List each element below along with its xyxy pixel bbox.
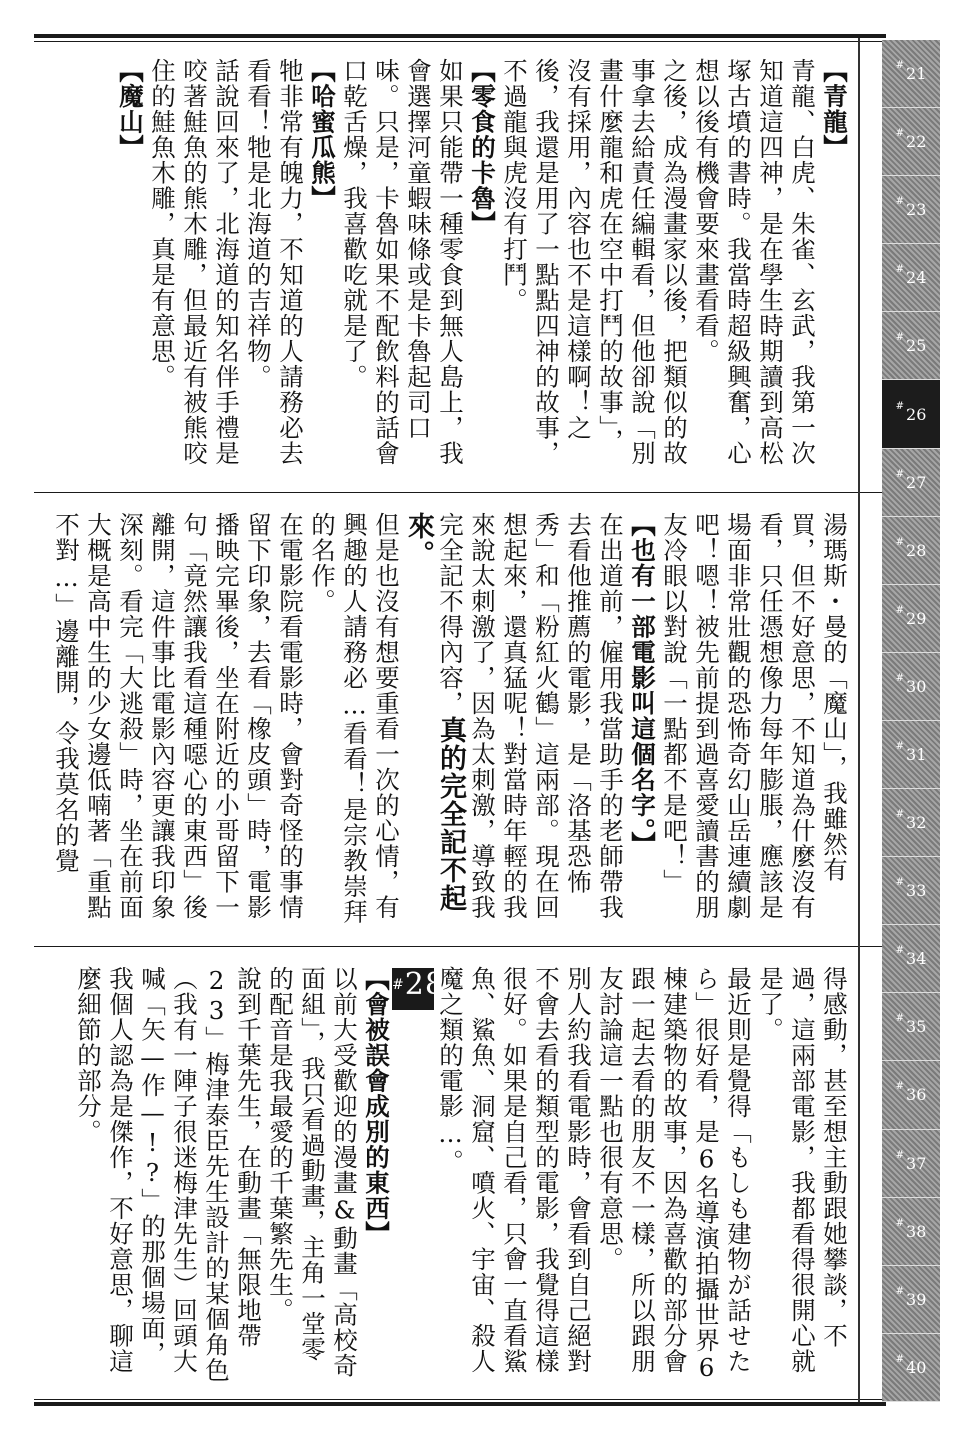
index-tab-34 (882, 925, 940, 993)
section-heading: 【魔山】 (116, 58, 145, 160)
emphasized-text: 真的完全記不起來。 (403, 512, 466, 912)
index-tab-hash: # (895, 877, 905, 889)
paragraph (498, 58, 690, 478)
index-tab-hash: # (895, 1149, 905, 1161)
index-tab-label: 29 (906, 608, 927, 628)
index-tab-label: 26 (906, 404, 927, 424)
section-heading: 【會被誤會成別的東西】 (362, 966, 391, 1247)
index-tab-22 (882, 108, 940, 176)
index-tab-label: 34 (906, 949, 927, 969)
index-tab-37 (882, 1130, 940, 1198)
paragraph (402, 512, 626, 932)
index-tab-35 (882, 993, 940, 1061)
paragraph (264, 966, 360, 1386)
paragraph (658, 512, 850, 932)
index-tab-30 (882, 653, 940, 721)
index-tab-label: 32 (906, 813, 927, 833)
section-heading: 【零食的卡魯】 (468, 58, 497, 237)
index-tab-hash: # (895, 1081, 905, 1093)
index-tab-28 (882, 517, 940, 585)
episode-number: 28 (404, 967, 445, 1002)
heading-line (306, 58, 338, 478)
index-tab-39 (882, 1266, 940, 1334)
paragraph (146, 58, 242, 478)
paragraph (338, 58, 466, 478)
index-tab-hash: # (895, 468, 905, 480)
section-heading: 【也有一部電影叫這個名字。】 (628, 512, 657, 857)
index-tab-hash: # (895, 604, 905, 616)
index-tab-hash: # (895, 400, 905, 412)
index-tab-24 (882, 244, 940, 312)
chapter-index-tabs (882, 40, 940, 1402)
index-tab-hash: # (895, 809, 905, 821)
paragraph (594, 966, 754, 1386)
index-tab-label: 28 (906, 540, 927, 560)
index-tab-hash: # (895, 1217, 905, 1229)
body-paragraph: 在電影院看電影時，會對奇怪的事情留下印象，去看「橡皮頭」時，電影播映完畢後，坐在附近的小哥留下一句「竟然讓我看這種噁心的東西」後離開，這件事比電影內容更讓我印象深刻。看完「大逃殺」時，坐在前面大概是高中生的少女邊低喃著「重點不對…」邊離開，令我莫名的覺 (52, 512, 305, 920)
heading-line (466, 58, 498, 478)
top-rule-thin (34, 41, 886, 42)
body-paragraph: 牠非常有魄力，不知道的人請務必去看看！牠是北海道的吉祥物。 (244, 58, 305, 466)
heading-line (360, 966, 392, 1386)
body-paragraph: 以前大受歡迎的漫畫&動畫「高校奇面組」，我只看過動畫，主角一堂零的配音是我最愛的千葉繁先生。 (266, 966, 359, 1379)
index-tab-label: 35 (906, 1017, 927, 1037)
text-section-top (70, 58, 850, 478)
index-tab-label: 33 (906, 881, 927, 901)
paragraph (50, 512, 306, 932)
index-tab-hash: # (895, 196, 905, 208)
index-tab-label: 22 (906, 132, 927, 152)
index-tab-33 (882, 857, 940, 925)
section-divider-2 (34, 946, 886, 947)
paragraph (72, 966, 264, 1386)
index-tab-label: 25 (906, 336, 927, 356)
text-section-middle (52, 512, 850, 932)
index-tab-label: 38 (906, 1221, 927, 1241)
index-tab-25 (882, 312, 940, 380)
index-tab-label: 24 (906, 268, 927, 288)
bottom-rule (34, 1402, 886, 1406)
body-paragraph: 如果只能帶一種零食到無人島上，我會選擇河童蝦味條或是卡魯起司口味。只是，卡魯如果不配飲料的話會口乾舌燥，我喜歡吃就是了。 (340, 58, 465, 466)
body-paragraph: 青龍、白虎、朱雀、玄武，我第一次知道這四神，是在學生時期讀到高松塚古墳的書時。我當時超級興奮，心想以後有機會要來畫看看。 (692, 58, 817, 466)
index-tab-label: 36 (906, 1085, 927, 1105)
paragraph (242, 58, 306, 478)
top-rule (34, 34, 886, 38)
tab-column-divider (858, 38, 860, 1402)
paragraph (690, 58, 818, 478)
bottom-rule-thin (34, 1399, 886, 1400)
body-paragraph: 話說回來了，北海道的知名伴手禮是咬著鮭魚的熊木雕，但最近有被熊咬住的鮭魚木雕，真是有意思。 (148, 58, 241, 466)
index-tab-23 (882, 176, 940, 244)
index-tab-26 (882, 380, 940, 448)
index-tab-label: 23 (906, 200, 927, 220)
heading-line (818, 58, 850, 478)
index-tab-27 (882, 449, 940, 517)
body-paragraph: 別人約我看電影時，會看到自己絕對不會去看的類型的電影，我覺得這樣很好。如果是自己看，只會一直看鯊魚、鯊魚、洞窟、噴火、宇宙、殺人魔之類的電影…。 (436, 966, 593, 1374)
episode-hash: # (392, 977, 405, 993)
paragraph (306, 512, 402, 932)
body-paragraph: 在出道前，僱用我當助手的老師帶我去看他推薦的電影，是「洛基恐怖秀」和「粉紅火鶴」這兩部。現在回想起來，還真猛呢！對當時年輕的我來說太刺激了，因為太刺激，導致我完全記不得內容， (436, 512, 625, 920)
heading-line (626, 512, 658, 932)
index-tab-hash: # (895, 536, 905, 548)
index-tab-32 (882, 789, 940, 857)
index-tab-21 (882, 40, 940, 108)
body-paragraph: 湯瑪斯・曼的「魔山」，我雖然有買，但不好意思，不知道為什麼沒有看，只任憑想像力每年膨脹，應該是場面非常壯觀的恐怖奇幻山岳連續劇吧！嗯！被先前提到過喜愛讀書的朋友冷眼以對說「一點都不是吧！」 (660, 512, 849, 920)
index-tab-label: 31 (906, 744, 927, 764)
heading-line (114, 58, 146, 478)
index-tab-hash: # (895, 60, 905, 72)
index-tab-hash: # (895, 264, 905, 276)
body-paragraph: 之後，成為漫畫家以後，把類似的故事拿去給責任編輯看，但他卻說「別畫什麼龍和虎在空中打鬥的故事」，沒有採用，內容也不是這樣啊！之後，我還是用了一點點四神的故事，不過龍與虎沒有打鬥。 (500, 58, 689, 466)
episode-number-box (392, 966, 445, 1386)
section-heading: 【哈蜜瓜熊】 (308, 58, 337, 211)
episode-number-badge (392, 967, 445, 1010)
index-tab-hash: # (895, 740, 905, 752)
body-paragraph: 最近則是覺得「もしも建物が話せたら」很好看，是6名導演拍攝世界6棟建築物的故事，因為喜歡的部分會跟一起去看的朋友不一樣，所以跟朋友討論這一點也很有意思。 (596, 966, 753, 1383)
index-tab-36 (882, 1061, 940, 1129)
index-tab-label: 27 (906, 472, 927, 492)
body-paragraph: 說到千葉先生，在動畫「無限地帶23」梅津泰臣先生設計的某個角色（我有一陣子很迷梅津先生）回頭大喊「矢—作—!?」的那個場面，我個人認為是傑作，不好意思，聊這麼細節的部分。 (74, 966, 263, 1383)
index-tab-hash: # (895, 1013, 905, 1025)
section-divider-1 (34, 492, 886, 493)
index-tab-hash: # (895, 1285, 905, 1297)
index-tab-hash: # (895, 945, 905, 957)
paragraph (754, 966, 850, 1386)
index-tab-hash: # (895, 128, 905, 140)
index-tab-hash: # (895, 1353, 905, 1365)
index-tab-label: 39 (906, 1289, 927, 1309)
index-tab-40 (882, 1334, 940, 1402)
index-tab-31 (882, 721, 940, 789)
index-tab-label: 40 (906, 1357, 927, 1377)
index-tab-label: 30 (906, 676, 927, 696)
text-section-bottom (70, 966, 850, 1386)
section-heading: 【青龍】 (820, 58, 849, 160)
index-tab-label: 37 (906, 1153, 927, 1173)
index-tab-label: 21 (906, 64, 927, 84)
index-tab-hash: # (895, 672, 905, 684)
index-tab-38 (882, 1198, 940, 1266)
index-tab-29 (882, 585, 940, 653)
body-paragraph: 得感動，甚至想主動跟她攀談，不過，這兩部電影，我都看得很開心就是了。 (756, 966, 849, 1374)
paragraph (434, 966, 594, 1386)
body-paragraph: 但是也沒有想要重看一次的心情，有興趣的人請務必…看看！是宗教崇拜的名作。 (308, 512, 401, 925)
index-tab-hash: # (895, 332, 905, 344)
